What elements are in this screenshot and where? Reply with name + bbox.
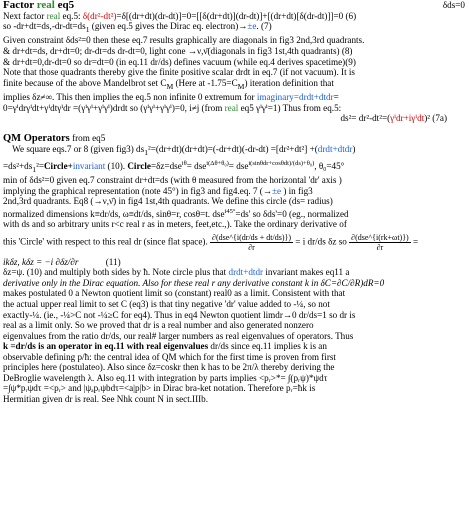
text: (10). bbox=[105, 160, 128, 171]
text: =ds²+ds bbox=[3, 160, 33, 171]
text: = dse bbox=[228, 160, 249, 171]
text: )² (7a) bbox=[424, 113, 447, 124]
text: (given eq.5 gives the Dirac eq. electron)→ bbox=[89, 21, 248, 32]
heading-eq5: eq5 bbox=[54, 0, 75, 11]
text: = bbox=[410, 236, 419, 247]
blue-term: drdt+dtdr bbox=[317, 144, 353, 155]
para2-line12: makes postulated 0 a Newton quotient limit so (constant) real0 as a limit. Consistent with that bbox=[3, 288, 346, 299]
heading-right-equation: δds=0 bbox=[442, 0, 465, 10]
text: eq.5: bbox=[60, 10, 83, 21]
text: (Here at -1.75=C bbox=[173, 77, 238, 88]
section-heading-qm-operators bbox=[3, 133, 465, 145]
text: Next factor bbox=[3, 10, 47, 21]
para1-line7 bbox=[3, 78, 465, 92]
text: = bbox=[333, 92, 339, 103]
para1-line2 bbox=[3, 21, 465, 35]
section-title: QM Operators bbox=[3, 132, 70, 144]
para1-line5: & dr+dt=0,dr-dt=0 so dr=dt=0 (in eq.11 dr/ds) defines vacuum (while eq.4 derives spacetime)(9) bbox=[3, 56, 356, 67]
red-term: γⁱdr+iγⁱdt bbox=[390, 113, 425, 124]
para1-line9 bbox=[3, 103, 465, 114]
bold-term: k =dr/ds is an operator in eq.11 with real eigenvalues bbox=[3, 341, 209, 352]
sup: i(sinθdr+cosθdt)/(ds)+θ₀) bbox=[248, 159, 315, 167]
real-word: real bbox=[224, 102, 239, 113]
equation-11 bbox=[3, 257, 465, 268]
blue-term: imaginary=drdt+dtdr bbox=[256, 92, 334, 103]
text: ) bbox=[352, 144, 356, 155]
numerator: ∂(dse^{i(dr/ds + dt/ds)}) bbox=[212, 232, 292, 242]
red-term: δ(dr²-dt²) bbox=[82, 10, 117, 21]
text: implies δz≠∞. This then implies the eq.5 non infinite 0 extremum for bbox=[3, 92, 257, 103]
sub: 1 bbox=[85, 24, 90, 34]
section-heading-factor-real bbox=[3, 0, 465, 11]
para1-line6: Note that those quadrants thereby give the finite positive scalar drdt in eq.7 (if not vacuum). It is bbox=[3, 67, 355, 78]
para2-line11: derivative only in the Dirac equation. Also for these real r any derivative constant k in δC=∂C/∂R)dR=0 bbox=[3, 277, 385, 288]
equation-number: (11) bbox=[105, 256, 121, 267]
text: eq5 γⁱγⁱ=1) Thus from eq.5: bbox=[238, 102, 342, 113]
para2-line19: principles here (postulateo). Also since δz=coskr then k has to be 2π/λ thereby deriving the bbox=[3, 362, 335, 373]
para1-line8 bbox=[3, 92, 465, 103]
text: =δ[(dr+dt)(dr-dt)]=0=[[δ(dr+dt)](dr-dt)]+[(dr+dt)[δ(dr-dt)]]=0 (6) bbox=[116, 10, 357, 21]
blue-term: ±e bbox=[247, 21, 257, 32]
para2-line18: observable defining p/ħ: the central idea of QM which for the first time is proven from first bbox=[3, 351, 336, 362]
text: this 'Circle' with respect to this real dr (since flat space). bbox=[3, 236, 208, 247]
text: ) in fig3 bbox=[281, 185, 313, 196]
text: finite because of the above Mandelbrot set C bbox=[3, 77, 167, 88]
text: normalized dimensions k≡dr/ds, ω≡dt/ds, sinθ=r, cosθ=t. dse bbox=[3, 208, 225, 219]
text: ²= bbox=[36, 160, 44, 171]
denominator: ∂r bbox=[248, 242, 255, 252]
heading-real: real bbox=[36, 0, 55, 11]
text: =δz=dse bbox=[150, 160, 182, 171]
denominator: ∂r bbox=[376, 242, 384, 252]
text: ) iteration definition that bbox=[244, 77, 334, 88]
para2-line22: Hermitian given dr is real. See Nhk count N in sect.IIIb. bbox=[3, 393, 209, 404]
text: implying the graphical representation (note 45°) in fig3 and fig4.eq. 7 (→ bbox=[3, 185, 272, 196]
para2-line10 bbox=[3, 267, 465, 278]
sub: 1 bbox=[144, 148, 148, 158]
equation-text: ikδz, kδz = −i ∂δz/∂r bbox=[3, 256, 79, 267]
blue-term: drdt+dtdr bbox=[228, 267, 264, 278]
para2-line2 bbox=[3, 159, 465, 175]
numerator: ∂(dse^{i(rk+ωt)}) bbox=[351, 232, 409, 242]
para2-line5: 2nd,3rd quadrants. Eq8 (→ν,ν̄) in fig4 1st,4th quadrants. We define this circle (ds= radius) bbox=[3, 196, 333, 207]
sub: M bbox=[166, 81, 174, 91]
text: . (7) bbox=[256, 21, 272, 32]
para2-line20: DeBroglie wavelength λ. Also eq.11 with integration by parts implies <pᵣ>*= ∫(pᵣψ)*ψdτ bbox=[3, 372, 328, 383]
text: δz=ψ. (10) and multiply both sides by ħ. Note circle plus that bbox=[3, 267, 229, 278]
text: We square eqs.7 or 8 (given fig3) ds bbox=[12, 144, 145, 155]
text: = dse bbox=[186, 160, 207, 171]
text: =ds' so δds'=0 (eg., normalized bbox=[235, 208, 349, 219]
para2-line16: eigenvalues from the ratio dr/ds, our real# larger numbers as real eigenvalues of operators. Thus bbox=[3, 330, 354, 341]
para1-line4: & dr+dt=ds, dr+dt=0; dr-dt=ds dr-dt=0, light cone →ν,ν̄(diagonals in fig3 1st,4th quadrants) (8) bbox=[3, 46, 353, 57]
text: so -dr+dt=ds,-dr-dt=ds bbox=[3, 21, 86, 32]
equation-7a bbox=[3, 113, 465, 124]
para2-line4 bbox=[3, 186, 465, 197]
text: dr/ds since eq.11 implies k is an bbox=[208, 341, 327, 352]
para2-line1 bbox=[3, 144, 465, 158]
equation-derivative bbox=[3, 233, 465, 252]
heading-left: Factor bbox=[3, 0, 37, 11]
fraction-1 bbox=[210, 233, 293, 252]
bold-term: Circle bbox=[127, 160, 151, 171]
para2-line14: exactly-¼. (ie., -¼>C not -¼≥C for eq4). Thus in eq4 Newton quotient limdr→0 dr/ds=1 so dr is bbox=[3, 309, 356, 320]
para1-line3: Given constraint δds²=0 then these eq.7 results graphically are diagonals in fig3 2nd,3rd quadrants. bbox=[3, 35, 365, 46]
bold-term: Circle+ bbox=[43, 160, 73, 171]
text: invariant makes eq11 a bbox=[263, 267, 350, 278]
section-title-tail: from eq5 bbox=[69, 132, 106, 143]
blue-term: ±e bbox=[271, 185, 282, 196]
para2-line7: with ds and so arbitrary units r<c real r as in meters, feet,etc.,). Take the ordinary derivative of bbox=[3, 219, 347, 230]
sup: iθ bbox=[181, 159, 187, 167]
sup: i45° bbox=[224, 207, 236, 215]
sub: 1 bbox=[32, 164, 37, 174]
real-word: real bbox=[46, 10, 61, 21]
para2-line15: real as a limit only. So we proved that dr is a real number and also generated nonzero bbox=[3, 320, 314, 331]
text: ds²= dr²-dt²=( bbox=[340, 113, 391, 124]
para1-line1 bbox=[3, 11, 465, 22]
blue-term: invariant bbox=[72, 160, 106, 171]
text: ²=(dr+dt)(dr+dt)=(-dr+dt)(-dr-dt) =[dr²+dt²] +( bbox=[148, 144, 318, 155]
para2-line13: the actual upper real limit to set C (eq3) is that tiny negative 'dr' value added to -¼, so not bbox=[3, 298, 330, 309]
text: 0=γⁱdrγⁱdt+γⁱdtγⁱdr =(γⁱγⁱ+γⁱγⁱ)drdt so (γⁱγⁱ+γⁱγⁱ)=0, i≠j (from bbox=[3, 102, 225, 113]
para2-line6 bbox=[3, 207, 465, 220]
para2-line3: min of δds²=0 given eq.7 constraint dr+dt=ds (with θ measured from the horizontal 'dr' axis ) bbox=[3, 175, 342, 186]
sub: M bbox=[237, 81, 245, 91]
para2-line21: =∫ψ*pᵣψdτ =<pᵣ> and |ψₐpᵣψbdτ=<a|p|b> in Dirac bra-ket notation. Therefore pᵣ=ħk is bbox=[3, 383, 316, 394]
para2-line17 bbox=[3, 341, 465, 352]
sup: i(Δθ+θ₀) bbox=[206, 159, 229, 167]
fraction-2 bbox=[349, 233, 411, 252]
text: = i dr/ds δz so bbox=[293, 236, 350, 247]
text: , θ₀=45° bbox=[314, 160, 345, 171]
heading-text bbox=[3, 0, 74, 11]
spacer bbox=[3, 124, 465, 133]
